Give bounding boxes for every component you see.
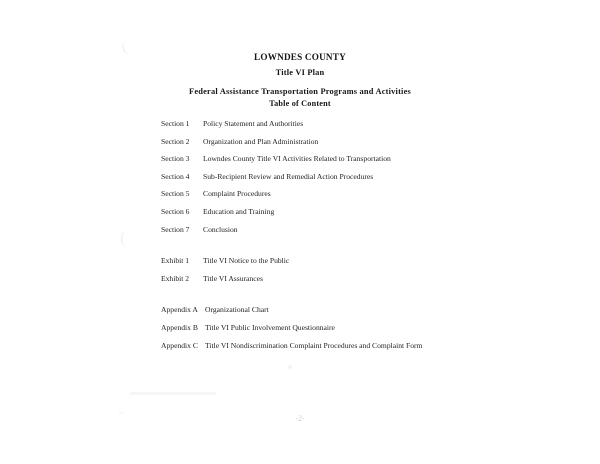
toc-group-appendices bbox=[161, 305, 581, 358]
heading-table-of-content: Table of Content bbox=[269, 99, 331, 108]
heading-county-name: LOWNDES COUNTY bbox=[254, 52, 346, 62]
scan-artifact-mid-left: ( bbox=[120, 228, 126, 247]
toc-entry-title: Title VI Assurances bbox=[203, 273, 263, 283]
heading-program-subtitle: Federal Assistance Transportation Programs and Activities bbox=[189, 87, 411, 96]
scan-artifact-speck bbox=[288, 365, 292, 369]
toc-entry-label: Section 6 bbox=[161, 206, 190, 216]
heading-plan-title: Title VI Plan bbox=[275, 68, 325, 77]
toc-entry-exhibit-1[interactable] bbox=[161, 256, 581, 274]
toc-entry-title: Organization and Plan Administration bbox=[203, 136, 319, 146]
toc-entry-title: Sub-Recipient Review and Remedial Action Procedures bbox=[203, 171, 374, 181]
toc-entry-section-3[interactable] bbox=[161, 154, 581, 172]
toc-entry-exhibit-2[interactable] bbox=[161, 274, 581, 292]
toc-entry-section-7[interactable] bbox=[161, 225, 581, 243]
toc-entry-title: Organizational Chart bbox=[205, 305, 269, 315]
toc-entry-section-6[interactable] bbox=[161, 207, 581, 225]
scan-artifact-smudge-line bbox=[130, 392, 216, 395]
toc-entry-title: Conclusion bbox=[203, 224, 238, 234]
toc-group-exhibits bbox=[161, 256, 581, 291]
toc-entry-label: Appendix A bbox=[161, 305, 198, 315]
toc-entry-section-4[interactable] bbox=[161, 172, 581, 190]
toc-entry-label: Section 4 bbox=[161, 171, 190, 181]
table-of-contents bbox=[161, 119, 581, 358]
toc-entry-label: Section 5 bbox=[161, 189, 190, 199]
toc-entry-title: Title VI Public Involvement Questionnaire bbox=[205, 322, 335, 332]
toc-entry-label: Section 1 bbox=[161, 119, 190, 128]
toc-entry-label: Section 7 bbox=[161, 224, 190, 234]
toc-entry-section-1[interactable] bbox=[161, 119, 581, 137]
toc-entry-appendix-a[interactable] bbox=[161, 305, 581, 323]
toc-entry-section-2[interactable] bbox=[161, 137, 581, 155]
toc-entry-label: Section 2 bbox=[161, 136, 190, 146]
toc-entry-title: Lowndes County Title VI Activities Related to Transportation bbox=[203, 154, 391, 164]
toc-entry-title: Title VI Notice to the Public bbox=[203, 256, 290, 266]
toc-entry-section-5[interactable] bbox=[161, 189, 581, 207]
page-number: -2- bbox=[295, 414, 305, 423]
scan-artifact-top-left: ( bbox=[119, 39, 130, 57]
toc-entry-label: Exhibit 1 bbox=[161, 256, 190, 266]
toc-entry-title: Complaint Procedures bbox=[203, 189, 271, 199]
toc-entry-appendix-b[interactable] bbox=[161, 323, 581, 341]
scan-artifact-lower-left: ~ bbox=[116, 404, 126, 421]
toc-entry-title: Education and Training bbox=[203, 206, 275, 216]
toc-entry-label: Section 3 bbox=[161, 154, 190, 164]
toc-entry-appendix-c[interactable] bbox=[161, 341, 581, 359]
toc-entry-label: Appendix B bbox=[161, 322, 198, 332]
toc-entry-label: Exhibit 2 bbox=[161, 273, 190, 283]
toc-group-sections bbox=[161, 119, 581, 242]
toc-entry-label: Appendix C bbox=[161, 340, 198, 350]
toc-entry-title: Policy Statement and Authorities bbox=[203, 119, 304, 128]
toc-entry-title: Title VI Nondiscrimination Complaint Procedures and Complaint Form bbox=[205, 340, 423, 350]
